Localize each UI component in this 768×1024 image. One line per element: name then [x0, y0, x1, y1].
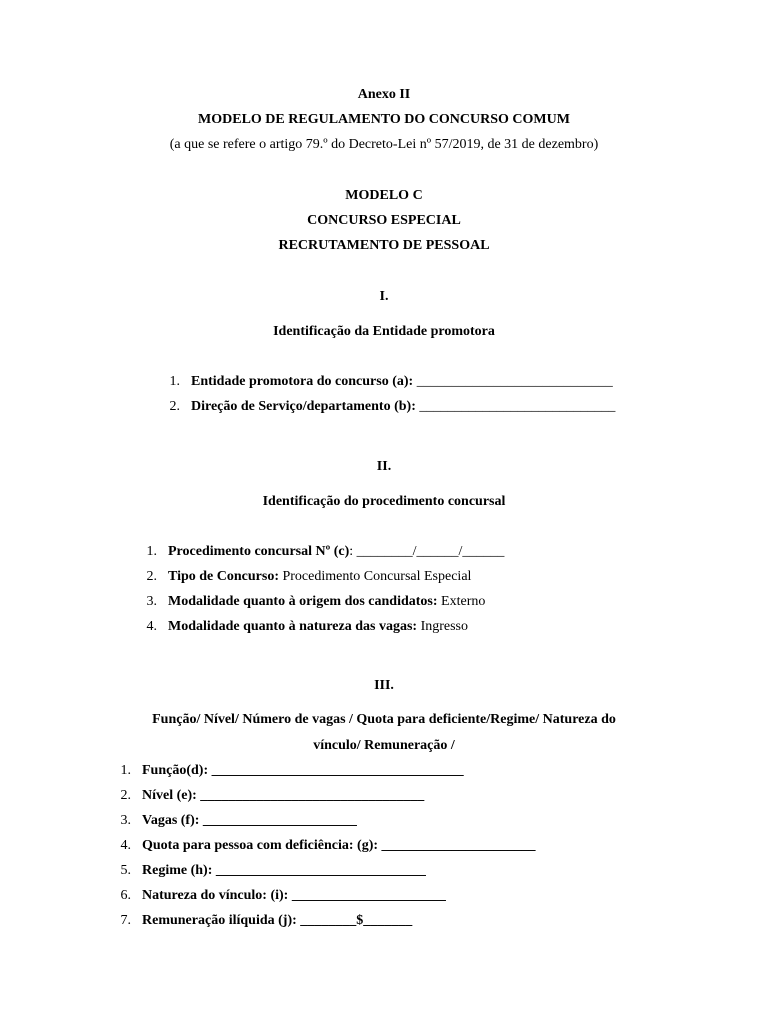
- list-item-value: Procedimento Concursal Especial: [278, 569, 472, 584]
- list-item-number: 4.: [120, 838, 131, 853]
- list-item: [191, 373, 613, 391]
- list-item-label: Direção de Serviço/departamento (b):: [191, 399, 416, 414]
- list-item-label: Modalidade quanto à origem dos candidatos:: [168, 594, 438, 609]
- list-item-number: 3.: [120, 813, 131, 828]
- list-item-number: 7.: [120, 913, 131, 928]
- list-item-number: 1.: [120, 763, 131, 778]
- list-item-label: Modalidade quanto à natureza das vagas:: [168, 619, 418, 634]
- section-2-heading: Identificação do procedimento concursal: [262, 494, 506, 509]
- section-1-heading: Identificação da Entidade promotora: [273, 324, 495, 339]
- list-item-blank: : ________/______/______: [349, 544, 505, 559]
- list-item-label: Tipo de Concurso:: [168, 569, 279, 584]
- list-item-number: 4.: [146, 619, 157, 634]
- list-item-number: 2.: [120, 788, 131, 803]
- document-subtitle: (a que se refere o artigo 79.º do Decreto-Lei nº 57/2019, de 31 de dezembro): [169, 137, 599, 152]
- list-item: Natureza do vínculo: (i): ______________________: [142, 888, 446, 903]
- list-item: Regime (h): ______________________________: [142, 863, 426, 878]
- list-item-blank: ____________________________: [413, 374, 613, 389]
- list-item: [191, 398, 615, 416]
- list-item-number: 1.: [169, 374, 180, 389]
- list-item-number: 6.: [120, 888, 131, 903]
- section-2-number: II.: [376, 459, 392, 474]
- section-1-number: I.: [379, 289, 389, 304]
- list-item-number: 3.: [146, 594, 157, 609]
- list-item: [168, 618, 468, 636]
- list-item-label: Entidade promotora do concurso (a):: [191, 374, 414, 389]
- list-item-number: 2.: [146, 569, 157, 584]
- list-item-number: 5.: [120, 863, 131, 878]
- list-item-value: Ingresso: [417, 619, 468, 634]
- list-item-label: Procedimento concursal Nº (c): [168, 544, 350, 559]
- list-item: [168, 568, 471, 586]
- list-item: Nível (e): ________________________________: [142, 788, 425, 803]
- recruitment-label: RECRUTAMENTO DE PESSOAL: [278, 238, 490, 253]
- list-item: Quota para pessoa com deficiência: (g): ______________________: [142, 838, 536, 853]
- list-item: Vagas (f): ______________________: [142, 813, 357, 828]
- list-item-blank: ____________________________: [415, 399, 616, 414]
- list-item: Função(d): ____________________________________: [142, 763, 464, 778]
- list-item: [168, 543, 504, 561]
- model-label: MODELO C: [345, 188, 423, 203]
- contest-type-label: CONCURSO ESPECIAL: [307, 213, 461, 228]
- section-3-number: III.: [374, 678, 394, 693]
- section-3-heading-line-1: Função/ Nível/ Número de vagas / Quota para deficiente/Regime/ Natureza do: [152, 712, 616, 727]
- document-title: MODELO DE REGULAMENTO DO CONCURSO COMUM: [198, 112, 570, 127]
- list-item-number: 2.: [169, 399, 180, 414]
- list-item-number: 1.: [146, 544, 157, 559]
- list-item: [168, 593, 485, 611]
- section-3-heading-line-2: vínculo/ Remuneração /: [313, 738, 455, 753]
- list-item: Remuneração ilíquida (j): ________$_______: [142, 913, 413, 928]
- annex-label: Anexo II: [357, 87, 411, 102]
- list-item-value: Externo: [437, 594, 486, 609]
